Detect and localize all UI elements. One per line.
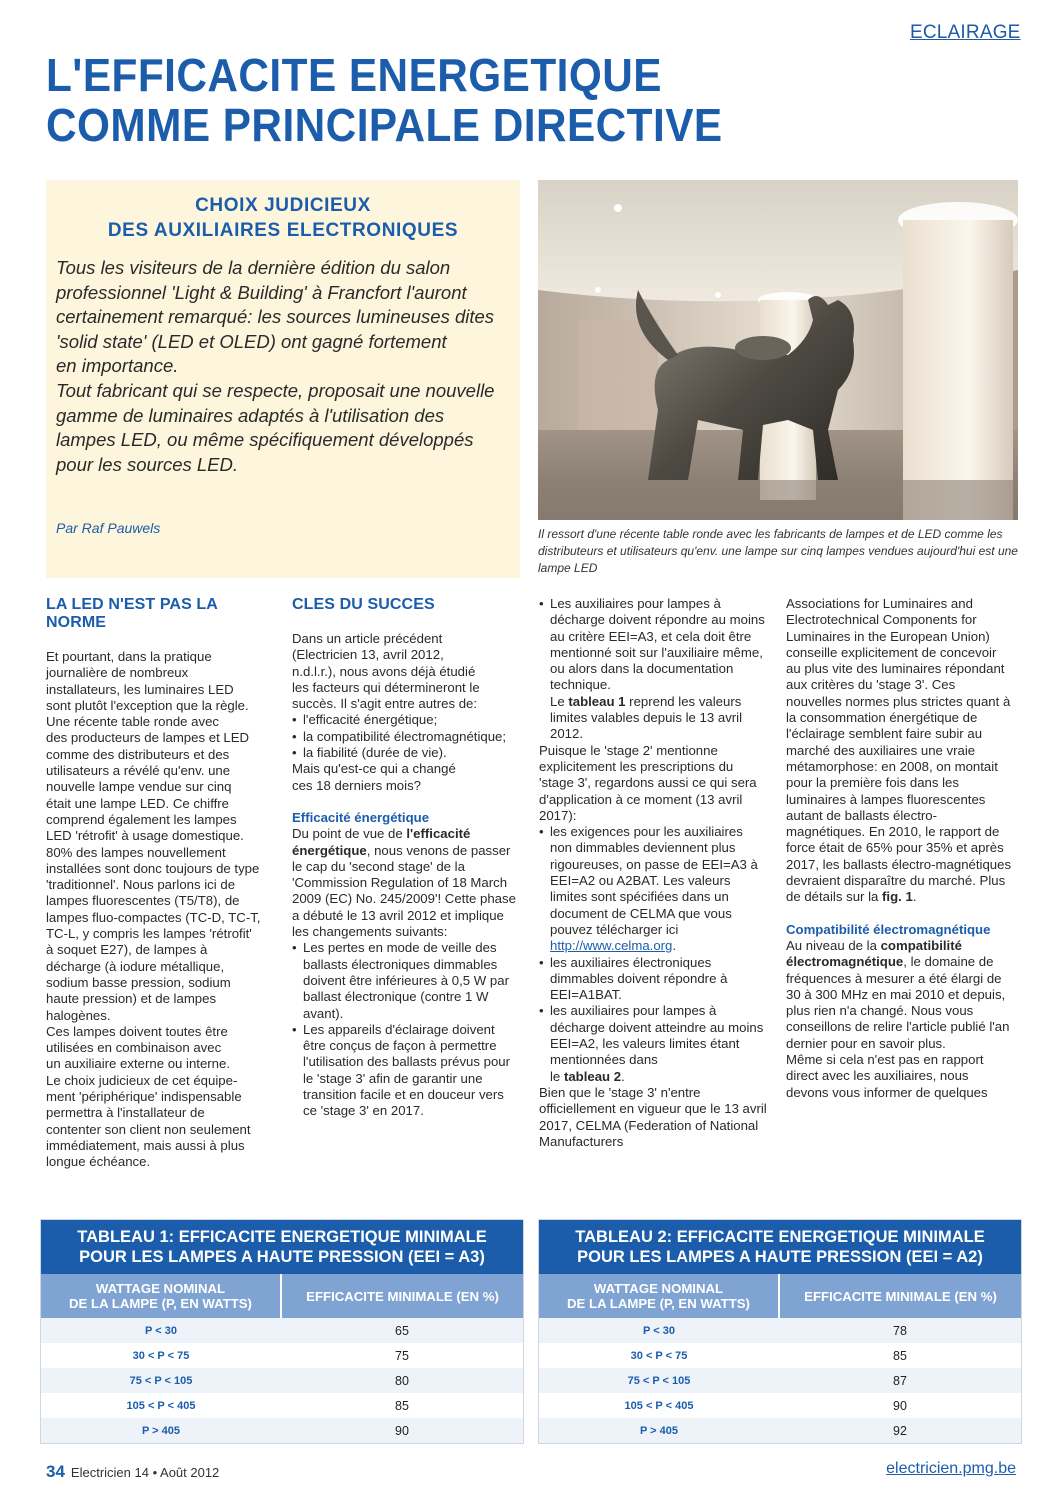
column-header-efficiency: EFFICACITE MINIMALE (EN %): [804, 1288, 997, 1304]
table-2: [538, 1219, 1022, 1444]
col2-line: Mais qu'est-ce qui a changé: [292, 761, 456, 777]
col1-line: décharge (à iodure métallique,: [46, 958, 225, 974]
col2-line: succès. Il s'agit entre autres de:: [292, 696, 478, 712]
text-bold: tableau 2: [563, 1068, 622, 1084]
byline: Par Raf Pauwels: [56, 520, 161, 536]
col1-line: Et pourtant, dans la pratique: [46, 649, 212, 664]
intro-line: gamme de luminaires adaptés à l'utilisation des: [56, 404, 445, 426]
col2-subheading: Efficacité énergétique: [292, 809, 430, 825]
list-item: • l'efficacité énergétique;: [292, 712, 516, 728]
text-span: Le: [550, 693, 569, 709]
efficiency-cell: 87: [893, 1373, 907, 1388]
header-line: WATTAGE NOMINAL: [95, 1281, 226, 1296]
efficiency-cell: 75: [395, 1348, 409, 1363]
list-item: • la compatibilité électromagnétique;: [292, 729, 516, 745]
text-span: , le domaine de fréquences à mesurer a été élargi de 30 à 300 MHz en mai 2010 et depuis, plus rien n'a changé. Nous vous conseillons de relire l'article publié l'an dernier pour en savoir plus.: [786, 954, 1010, 1051]
efficiency-cell: 78: [893, 1323, 907, 1338]
wattage-cell: 105 < P < 405: [126, 1399, 196, 1412]
table-row: [41, 1318, 523, 1343]
col1-line: sont plutôt l'exception que la règle.: [46, 697, 249, 713]
list-item: • les auxiliaires pour lampes à décharge doivent atteindre au moins EEI=A2, les valeurs limites étant mentionnées dans: [539, 1003, 767, 1068]
intro-text: [56, 256, 516, 477]
article-title: [46, 50, 1026, 150]
col4-paragraph: Même si cela n'est pas en rapport direct avec les auxiliaires, nous devons vous informer de quelques: [786, 1052, 988, 1100]
text-span: le: [550, 1068, 564, 1084]
wattage-cell: P < 30: [643, 1324, 675, 1337]
wattage-cell: 75 < P < 105: [129, 1374, 193, 1387]
efficiency-cell: 85: [395, 1398, 409, 1413]
intro-line: 'solid state' (LED et OLED) ont gagné fortement: [56, 330, 447, 352]
column-1: [46, 596, 274, 1171]
wattage-cell: P > 405: [141, 1424, 181, 1437]
col1-line: ment 'périphérique' indispensable: [46, 1089, 242, 1105]
table-title-line: TABLEAU 1: EFFICACITE ENERGETIQUE MINIMALE: [77, 1228, 487, 1246]
table-body: [539, 1318, 1021, 1443]
intro-line: Tout fabricant qui se respecte, proposait une nouvelle: [56, 379, 495, 401]
website-link[interactable]: electricien.pmg.be: [886, 1460, 1016, 1477]
column-4: [786, 596, 1014, 1101]
col1-line: haute pression) et de lampes: [46, 991, 217, 1007]
text-span: .: [621, 1068, 625, 1084]
col3-paragraph: Puisque le 'stage 2' mentionne explicitement les prescriptions du 'stage 3', regardons aussi ce qui sera d'application à ce moment (13 avril 2017):: [539, 742, 757, 823]
table-title-line: POUR LES LAMPES A HAUTE PRESSION (EEI = A3): [79, 1248, 485, 1266]
table-body: [41, 1318, 523, 1443]
col1-line: contenter son client non seulement: [46, 1121, 251, 1137]
column-header-efficiency: EFFICACITE MINIMALE (EN %): [306, 1288, 499, 1304]
text-bold: tableau 1: [568, 693, 626, 709]
col1-line: comprend également les lampes: [46, 811, 237, 827]
text-span: Associations for Luminaires and Electrotechnical Components for Luminaires in the European Union) conseille explicitement de concevoir au plus vite des luminaires répondant aux critères du 'stage 3'. Ces nouvelles normes plus strictes quant à la consommation énergétique de l'éclairage semblent faire subir au marché des auxiliaires une vraie métamorphose: en 2008, on montait pour la première fois dans les luminaires à lampes fluorescentes autant de ballasts électro-magnétiques. En 2010, le rapport de force était de 65% pour 35% et après 2017, les ballasts électro-magnétiques devraient disparaître du marché. Plus de détails sur la: [786, 596, 1012, 905]
text-span: Au niveau de la: [786, 937, 881, 953]
table-row: [41, 1368, 523, 1393]
col2-changes-list: [292, 940, 516, 1119]
col1-line: permettra à l'installateur de: [46, 1105, 205, 1121]
efficiency-cell: 65: [395, 1323, 409, 1338]
col4-subheading: Compatibilité électromagnétique: [786, 921, 991, 937]
column-2: [292, 596, 516, 1120]
wattage-cell: 105 < P < 405: [624, 1399, 694, 1412]
col1-line: lampes fluo-compactes (TC-D, TC-T,: [46, 909, 261, 925]
table-title: [41, 1220, 523, 1274]
efficiency-cell: 90: [395, 1423, 409, 1438]
col1-line: utilisateurs a révélé qu'env. une: [46, 763, 231, 779]
intro-heading-line-2: DES AUXILIAIRES ELECTRONIQUES: [107, 220, 459, 241]
table-1: [40, 1219, 524, 1444]
list-item: • Les auxiliaires pour lampes à décharge doivent répondre au moins au critère EEI=A3, et cela doit être mentionné soit sur l'auxiliaire même, ou alors dans la documentation technique.: [539, 596, 767, 694]
col1-line: installées sont donc toujours de type: [46, 860, 260, 876]
col1-line: Ces lampes doivent toutes être: [46, 1023, 228, 1039]
efficiency-cell: 85: [893, 1348, 907, 1363]
header-line: DE LA LAMPE (P, EN WATTS): [69, 1296, 252, 1311]
col1-line: nouvelle lampe vendue sur cinq: [46, 779, 232, 795]
table-title-line: POUR LES LAMPES A HAUTE PRESSION (EEI = A2): [577, 1248, 983, 1266]
col1-line: longue échéance.: [46, 1154, 151, 1170]
col3-paragraph: Bien que le 'stage 3' n'entre officiellement en vigueur que le 13 avril 2017, CELMA (Federation of National Manufacturers: [539, 1084, 767, 1149]
intro-line: certainement remarqué: les sources lumineuses dites: [56, 306, 495, 328]
col3-table1-ref: [539, 694, 767, 743]
footer-left: [46, 1462, 219, 1482]
list-item: • la fiabilité (durée de vie).: [292, 745, 516, 761]
text-bold: compatibilité électromagnétique: [786, 937, 962, 970]
col3-list-1: [539, 596, 767, 694]
table-row: [539, 1368, 1021, 1393]
col2-line: (Electricien 13, avril 2012,: [292, 647, 444, 663]
list-item: • les exigences pour les auxiliaires non dimmables deviennent plus rigoureuses, on passe de EEI=A3 à EEI=A2 ou A2BAT. Les valeurs limites sont spécifiées dans un document de CELMA que vous pouvez télécharger ici http://www.celma.org.: [539, 824, 767, 954]
col2-energy-paragraph: [292, 826, 516, 940]
col2-heading: CLES DU SUCCES: [292, 596, 435, 613]
intro-line: Tous les visiteurs de la dernière édition du salon: [56, 257, 451, 278]
page-number: 34: [46, 1462, 65, 1481]
col1-line: était une lampe LED. Ce chiffre: [46, 795, 230, 811]
text-span: Du point de vue de: [292, 826, 407, 842]
article-photo: [538, 180, 1018, 520]
col3-table2-ref: [539, 1069, 767, 1085]
text-bold: fig. 1: [882, 889, 913, 905]
column-3: [539, 596, 767, 1150]
col1-line: 80% des lampes nouvellement: [46, 844, 226, 860]
table-row: [41, 1393, 523, 1418]
col2-line: les facteurs qui détermineront le: [292, 679, 480, 695]
col1-line: immédiatement, mais aussi à plus: [46, 1137, 245, 1153]
col1-line: journalière de nombreux: [46, 665, 189, 681]
col1-line: halogènes.: [46, 1007, 111, 1023]
col1-line: utilisées en combinaison avec: [46, 1040, 222, 1056]
list-item: • les auxiliaires électroniques dimmables doivent répondre à EEI=A1BAT.: [539, 955, 767, 1004]
wattage-cell: P > 405: [639, 1424, 679, 1437]
col1-line: TC-L, y compris les lampes 'rétrofit': [46, 926, 252, 942]
wattage-cell: 30 < P < 75: [630, 1349, 688, 1362]
col2-line: n.d.l.r.), nous avons déjà étudié: [292, 663, 476, 679]
text-span: les exigences pour les auxiliaires non dimmables deviennent plus rigoureuses, on passe de EEI=A3 à EEI=A2 ou A2BAT. Les valeurs limites sont spécifiées dans un document de CELMA que vous pouvez télécharger ici: [550, 824, 758, 937]
intro-line: lampes LED, ou même spécifiquement développés: [56, 429, 474, 451]
table-row: [539, 1393, 1021, 1418]
title-line-2: COMME PRINCIPALE DIRECTIVE: [46, 99, 723, 151]
col1-line: comme des distributeurs et des: [46, 746, 230, 762]
col3-list-2: [539, 824, 767, 1068]
col1-line: à soquet E27), de lampes à: [46, 942, 208, 958]
text-span: reprend les valeurs limites valables depuis le 13 avril 2012.: [550, 693, 743, 742]
showroom-photo-illustration: [538, 180, 1018, 520]
text-span: , nous venons de passer le cap du 'second stage' de la 'Commission Regulation of 18 March 2009 (EC) No. 245/2009'! Cette phase a débuté le 13 avril 2012 et implique les changements suivants:: [292, 842, 516, 940]
table-title-line: TABLEAU 2: EFFICACITE ENERGETIQUE MINIMALE: [575, 1228, 985, 1246]
col4-paragraph: [786, 596, 1014, 906]
table-header: [41, 1274, 523, 1318]
col1-line: lampes fluorescentes (T5/T8), de: [46, 893, 240, 909]
header-line: WATTAGE NOMINAL: [593, 1281, 724, 1296]
intro-heading: [46, 193, 520, 243]
intro-line: en importance.: [56, 355, 179, 377]
table-row: [539, 1318, 1021, 1343]
text-span: .: [912, 889, 917, 905]
title-line-1: L'EFFICACITE ENERGETIQUE: [46, 49, 662, 101]
issue-info: Electricien 14 • Août 2012: [70, 1465, 220, 1480]
text-bold: l'efficacité énergétique: [292, 826, 471, 858]
list-item: • Les pertes en mode de veille des ballasts électroniques dimmables doivent être inférieures à 0,5 W par ballast électronique (contre 1 W avant).: [292, 940, 516, 1021]
col1-line: installateurs, les luminaires LED: [46, 681, 234, 697]
intro-line: professionnel 'Light & Building' à Francfort l'auront: [56, 281, 467, 303]
table-row: [539, 1418, 1021, 1443]
efficiency-cell: 92: [893, 1423, 907, 1438]
column-header-wattage: [539, 1274, 780, 1318]
col1-line: des producteurs de lampes et LED: [46, 730, 250, 746]
efficiency-cell: 80: [395, 1373, 409, 1388]
intro-line: pour les sources LED.: [56, 453, 239, 475]
celma-link[interactable]: http://www.celma.org: [550, 938, 673, 954]
col4-emc-paragraph: [786, 938, 1014, 1052]
intro-heading-line-1: CHOIX JUDICIEUX: [195, 195, 371, 216]
col1-line: Une récente table ronde avec: [46, 714, 220, 730]
col2-line: Dans un article précédent: [292, 631, 443, 646]
wattage-cell: P < 30: [145, 1324, 177, 1337]
table-row: [539, 1343, 1021, 1368]
list-item: • Les appareils d'éclairage doivent être conçus de façon à permettre l'utilisation des ballasts prévus pour le 'stage 3' afin de garantir une transition facile et en douceur vers ce 'stage 3' en 2017.: [292, 1022, 516, 1120]
col1-line: un auxiliaire externe ou interne.: [46, 1056, 231, 1072]
table-row: [41, 1418, 523, 1443]
col1-line: sodium basse pression, sodium: [46, 974, 231, 990]
wattage-cell: 75 < P < 105: [627, 1374, 691, 1387]
table-title: [539, 1220, 1021, 1274]
table-row: [41, 1343, 523, 1368]
efficiency-cell: 90: [893, 1398, 907, 1413]
col1-line: Le choix judicieux de cet équipe-: [46, 1072, 238, 1088]
header-line: DE LA LAMPE (P, EN WATTS): [567, 1296, 750, 1311]
col1-heading: LA LED N'EST PAS LA NORME: [46, 596, 218, 631]
column-header-wattage: [41, 1274, 282, 1318]
col1-line: LED 'rétrofit' à usage domestique.: [46, 828, 244, 844]
section-tag: ECLAIRAGE: [910, 22, 1021, 43]
col2-factor-list: [292, 712, 516, 761]
col1-line: 'traditionnel'. Nous parlons ici de: [46, 877, 236, 893]
photo-caption: Il ressort d'une récente table ronde avec les fabricants de lampes et de LED comme les distributeurs et utilisateurs qu'env. une lampe sur cinq lampes vendues aujourd'hui est une lampe LED: [538, 527, 1018, 575]
table-header: [539, 1274, 1021, 1318]
col2-line: ces 18 derniers mois?: [292, 777, 422, 793]
wattage-cell: 30 < P < 75: [132, 1349, 190, 1362]
